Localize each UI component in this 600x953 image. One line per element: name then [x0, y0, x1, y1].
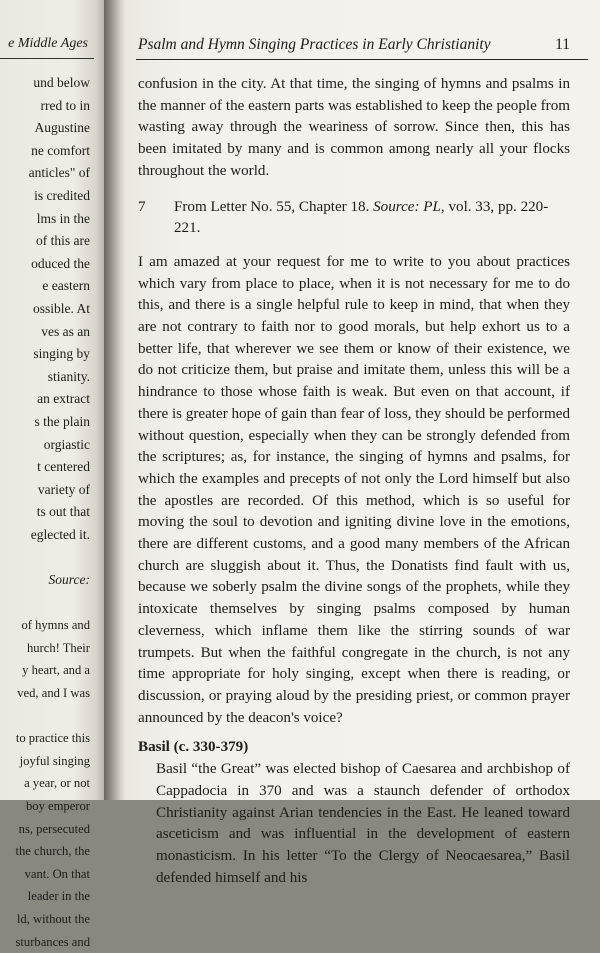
- left-page-line: s the plain: [34, 413, 90, 429]
- left-page-line: [0, 705, 90, 728]
- paragraph-continuation: confusion in the city. At that time, the singing of hymns and psalms in the manner of the eastern parts was established to keep the people from wasting away through the weariness of sorrow. Since then, this has been imitated by many and is common among nearly all your flocks throughout the world.: [138, 76, 570, 179]
- right-page: [126, 0, 600, 886]
- left-page-line: to practice this: [15, 731, 90, 746]
- left-page-line: lms in the: [36, 210, 90, 226]
- left-page-line: variety of: [37, 481, 90, 497]
- left-page-line: of hymns and: [21, 618, 90, 633]
- left-page-line: is credited: [34, 187, 90, 203]
- left-page-line: hurch! Their: [26, 640, 90, 655]
- running-head: [138, 36, 588, 56]
- left-page-line: rred to in: [40, 97, 90, 113]
- basil-intro-paragraph: Basil “the Great” was elected bishop of Caesarea and archbishop of Cappadocia in 370 and was a staunch defender of orthodox Christianity against Arian tendencies in the East. He leaned toward asceticism and was influential in the development of eastern monasticism. In his letter “To the Clergy of Neocaesarea,” Basil defended himself and his: [156, 761, 570, 886]
- left-page-line: e eastern: [42, 278, 90, 294]
- left-page-line: an extract: [37, 391, 90, 407]
- left-page-line: ossible. At: [32, 300, 90, 316]
- left-page-line: the church, the: [15, 844, 90, 859]
- left-page-line: y heart, and a: [22, 663, 90, 678]
- left-page-line: ved, and I was: [17, 686, 90, 701]
- left-page-line: singing by: [33, 346, 90, 362]
- left-page-line: ld, without the: [16, 911, 90, 926]
- left-page-line: ne comfort: [31, 142, 90, 158]
- left-page-line: a year, or not: [24, 776, 90, 791]
- left-page-line: [0, 592, 90, 615]
- left-page-line: sturbances and: [15, 934, 90, 949]
- left-page-line: of this are: [36, 233, 90, 249]
- left-page-line: stianity.: [47, 368, 90, 384]
- source-note: [138, 197, 570, 240]
- left-page-line: und below: [33, 75, 90, 90]
- left-page-line: t centered: [37, 459, 90, 475]
- page-body: [138, 74, 570, 889]
- left-page-line: joyful singing: [19, 753, 90, 768]
- left-page-line: ns, persecuted: [18, 821, 90, 836]
- book-gutter: [104, 0, 126, 800]
- left-page-line: anticles" of: [28, 165, 90, 181]
- left-page-line: ves as an: [41, 323, 90, 339]
- left-page-text: [0, 72, 90, 953]
- left-page-line: oduced the: [31, 255, 90, 271]
- left-page-line: ts out that: [36, 504, 90, 520]
- left-page-line: [0, 546, 90, 569]
- left-header-rule: [0, 58, 94, 59]
- left-page-line: Augustine: [34, 120, 90, 136]
- note-number: 7: [138, 198, 146, 215]
- left-page-line: orgiastic: [43, 436, 90, 452]
- note-text: From Letter No. 55, Chapter 18. Source: PL, vol. 33, pp. 220-221.: [174, 198, 549, 237]
- left-page-line: eglected it.: [30, 526, 90, 542]
- left-page-line: boy emperor: [26, 799, 90, 813]
- letter-excerpt: I am amazed at your request for me to write to you about practices which vary from place to place, when it is not necessary for me to do this, and there is a single helpful rule to keep in mind, that when they are not contrary to faith nor to good morals, but help exhort us to a better life, that wherever we see them or know of their existence, we do not criticize them, but praise and imitate them, unless this will be a hindrance to those whose faith is weak. But even on that account, if there is greater hope of gain than fear of loss, they should be performed without question, especially when they can be strongly defended from the scriptures; as, for instance, the singing of hymns and psalms, for which the examples and precepts of not only the Lord himself but also the apostles are recorded. Of this method, which is so useful for moving the soul to devotion and igniting divine love in the emotions, there are different customs, and a good many members of the African church are sluggish about it. Thus, the Donatists find fault with us, because we soberly psalm the divine songs of the prophets, while they intoxicate themselves by singing psalms composed by human cleverness, which inflame them like the stirring sounds of war trumpets. But when the faithful congregate in the church, is not any time appropriate for holy singing, except when there is reading, or discussion, or praying aloud by the presiding priest, or common prayer announced by the deacon's voice?: [138, 253, 570, 726]
- page-number: 11: [555, 36, 570, 53]
- left-running-head: e Middle Ages: [8, 36, 88, 51]
- running-head-title: Psalm and Hymn Singing Practices in Early Christianity: [138, 36, 491, 53]
- left-page-line: Source:: [48, 572, 90, 588]
- section-heading: Basil (c. 330-379): [138, 739, 249, 756]
- header-rule: [136, 59, 588, 60]
- left-page-line: leader in the: [27, 889, 90, 904]
- left-page-line: vant. On that: [24, 866, 90, 881]
- left-page: [0, 0, 104, 949]
